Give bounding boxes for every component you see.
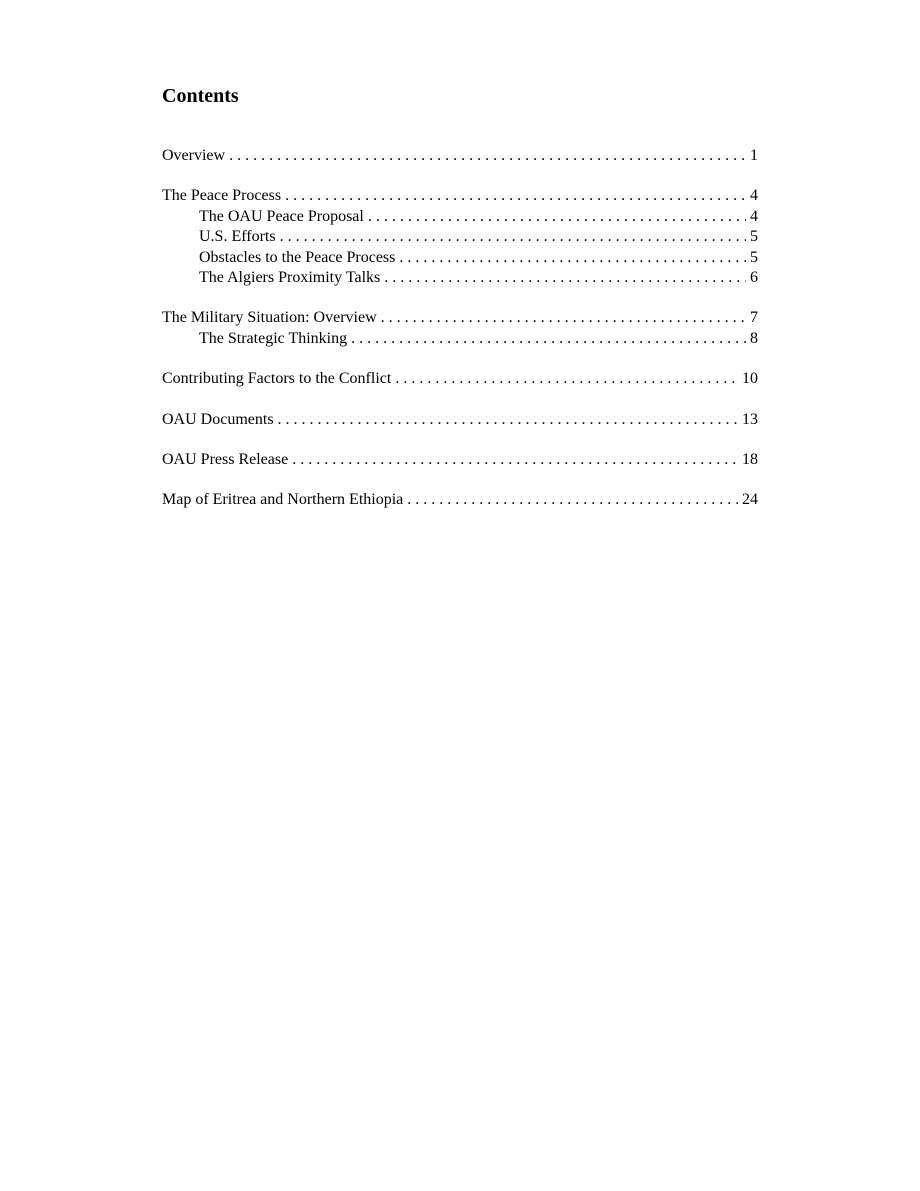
toc-dot-leader <box>229 146 746 166</box>
toc-entry-oau-peace-proposal[interactable] <box>162 207 758 227</box>
toc-entry-us-efforts[interactable] <box>162 227 758 247</box>
toc-entry-label: The Strategic Thinking <box>199 329 348 347</box>
toc-entry-label: Overview <box>162 147 226 164</box>
toc-entry-algiers-talks[interactable] <box>162 268 758 288</box>
toc-dot-leader <box>384 268 746 288</box>
toc-dot-leader <box>399 248 746 268</box>
toc-page-number: 6 <box>750 268 758 286</box>
toc-entry-label: Contributing Factors to the Conflict <box>162 370 392 388</box>
toc-entry-label: OAU Press Release <box>162 450 289 468</box>
toc-dot-leader <box>351 329 746 349</box>
toc-page-number: 5 <box>750 248 758 266</box>
toc-entry-obstacles[interactable] <box>162 248 758 268</box>
toc-page-number: 18 <box>742 450 758 468</box>
toc-page-number: 1 <box>750 147 758 164</box>
toc-dot-leader <box>278 410 738 430</box>
toc-entry-label: The Military Situation: Overview <box>162 309 377 327</box>
toc-dot-leader <box>395 369 738 389</box>
toc-entry-map[interactable] <box>162 490 758 510</box>
toc-entry-label: Obstacles to the Peace Process <box>199 248 396 266</box>
toc-entry-label: The OAU Peace Proposal <box>199 207 364 225</box>
toc-dot-leader <box>381 308 746 328</box>
toc-page-number: 7 <box>750 309 758 327</box>
toc-page-number: 10 <box>742 370 758 388</box>
toc-entry-label: Map of Eritrea and Northern Ethiopia <box>162 491 404 509</box>
toc-entry-strategic-thinking[interactable] <box>162 329 758 349</box>
toc-entry-label: The Algiers Proximity Talks <box>199 268 381 286</box>
toc-page-number: 5 <box>750 228 758 246</box>
toc-dot-leader <box>285 186 746 206</box>
page-title: Contents <box>162 85 239 107</box>
toc-page-number: 4 <box>750 187 758 205</box>
toc-entry-label: U.S. Efforts <box>199 228 276 246</box>
toc-entry-oau-documents[interactable] <box>162 410 758 430</box>
table-of-contents <box>162 146 758 511</box>
toc-entry-overview[interactable] <box>162 146 758 166</box>
toc-page-number: 4 <box>750 207 758 225</box>
toc-dot-leader <box>280 227 746 247</box>
toc-entry-oau-press-release[interactable] <box>162 450 758 470</box>
toc-page-number: 8 <box>750 329 758 347</box>
toc-dot-leader <box>292 450 738 470</box>
toc-entry-military-situation[interactable] <box>162 308 758 328</box>
toc-dot-leader <box>368 207 746 227</box>
toc-page-number: 13 <box>742 410 758 428</box>
toc-entry-contributing-factors[interactable] <box>162 369 758 389</box>
toc-entry-label: OAU Documents <box>162 410 274 428</box>
toc-entry-label: The Peace Process <box>162 187 282 205</box>
toc-entry-peace-process[interactable] <box>162 186 758 206</box>
toc-dot-leader <box>407 490 738 510</box>
toc-page-number: 24 <box>742 491 758 509</box>
